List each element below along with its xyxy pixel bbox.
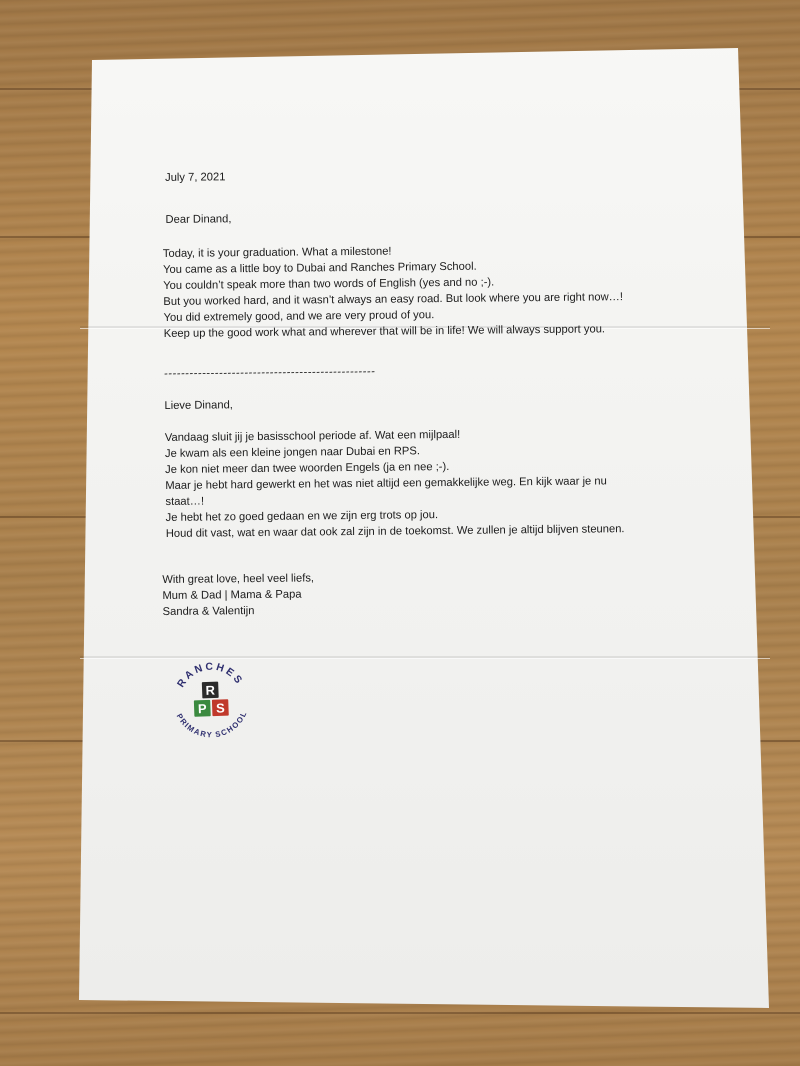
- logo-arc-top-text: RANCHES: [175, 661, 246, 690]
- english-line: You couldn’t speak more than two words of English (yes and no ;-).: [163, 276, 495, 292]
- svg-text:S: S: [215, 700, 225, 716]
- english-line: You came as a little boy to Dubai and Ranches Primary School.: [162, 260, 477, 276]
- closing-line: With great love, heel veel liefs,: [162, 572, 315, 586]
- section-divider: --------------------------------------------------: [164, 365, 376, 380]
- dutch-line: Je kon niet meer dan twee woorden Engels (ja en nee ;-).: [165, 460, 450, 476]
- logo-arc-bottom-text: PRIMARY SCHOOL: [174, 710, 249, 740]
- closing-line: Sandra & Valentijn: [162, 605, 255, 618]
- logo-tile-s: [212, 699, 229, 716]
- english-line: But you worked hard, and it wasn’t always an easy road. But look where you are right now…!: [163, 291, 623, 308]
- dutch-line: Houd dit vast, wat en waar dat ook zal zijn in de toekomst. We zullen je altijd blijven steunen.: [165, 523, 625, 540]
- dutch-line: Maar je hebt hard gewerkt en het was niet altijd een gemakkelijke weg. En kijk waar je nu: [165, 475, 607, 492]
- closing-line: Mum & Dad | Mama & Papa: [162, 588, 302, 602]
- english-greeting: Dear Dinand,: [165, 213, 232, 226]
- svg-text:P: P: [197, 700, 207, 717]
- dutch-line: Je hebt het zo goed gedaan en we zijn erg trots op jou.: [165, 509, 439, 524]
- logo-tile-p: [194, 700, 211, 717]
- dutch-line: Je kwam als een kleine jongen naar Dubai en RPS.: [164, 445, 421, 460]
- logo-tile-r: [202, 682, 219, 699]
- dutch-line: staat…!: [165, 495, 205, 508]
- english-paragraph: [163, 241, 680, 342]
- wood-plank-seam: [0, 1012, 800, 1014]
- english-line: Keep up the good work what and wherever that will be in life! We will always support you.: [163, 323, 606, 340]
- dutch-greeting: Lieve Dinand,: [164, 399, 233, 412]
- letter-date: July 7, 2021: [165, 171, 226, 184]
- ranches-primary-school-logo: [167, 655, 256, 744]
- dutch-line: Vandaag sluit jij je basisschool periode af. Wat een mijlpaal!: [164, 428, 461, 444]
- dutch-paragraph: [165, 425, 682, 542]
- svg-text:R: R: [205, 682, 216, 698]
- english-line: You did extremely good, and we are very proud of you.: [163, 309, 435, 324]
- letter-body: [158, 165, 683, 620]
- english-line: Today, it is your graduation. What a milestone!: [162, 245, 392, 260]
- signature-block: [162, 567, 682, 620]
